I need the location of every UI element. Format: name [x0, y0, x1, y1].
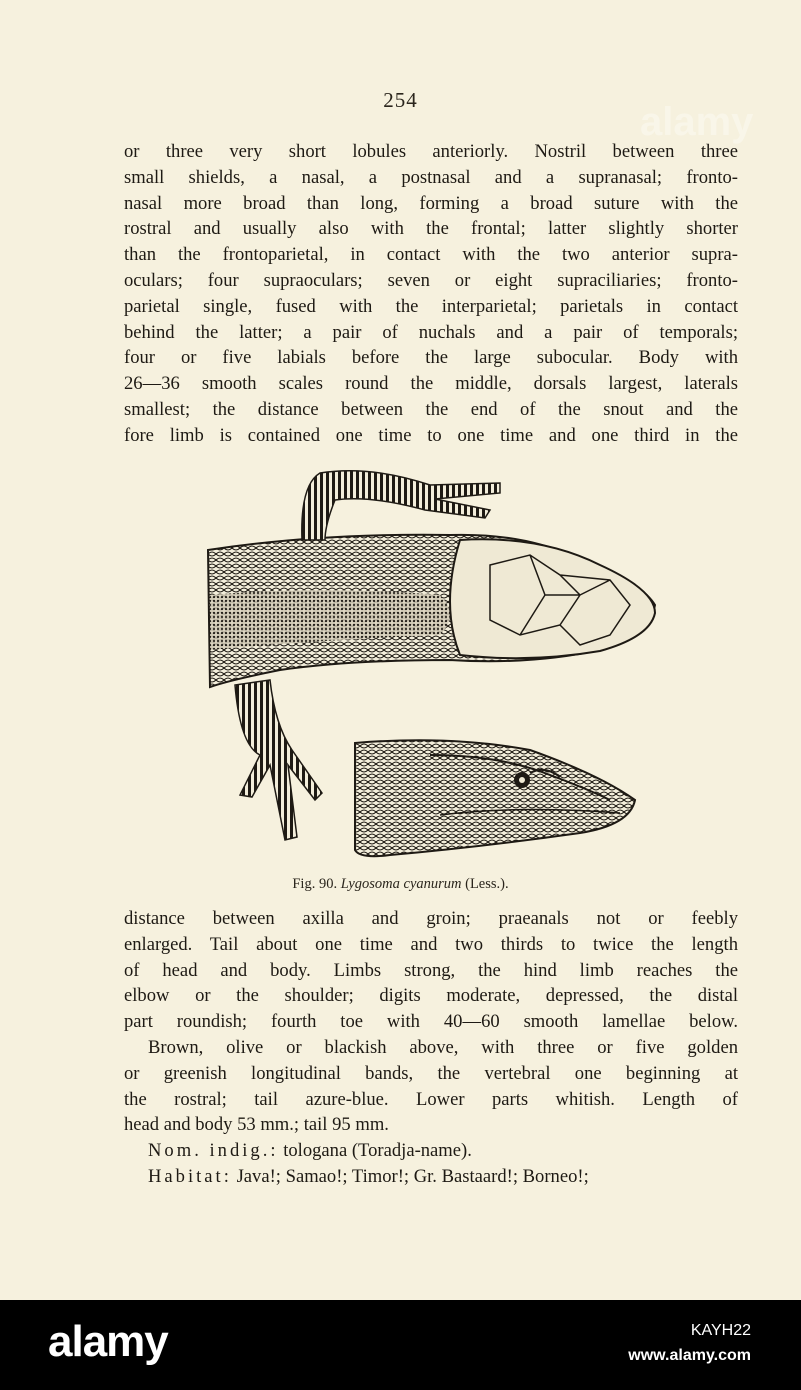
- text-line: parietal single, fused with the interparietal; parietals in contact: [124, 295, 738, 317]
- text-line: oculars; four supraoculars; seven or eight supraciliaries; fronto-: [124, 269, 738, 291]
- text-line: rostral and usually also with the frontal; latter slightly shorter: [124, 218, 738, 240]
- text-line: nasal more broad than long, forming a broad suture with the: [124, 192, 738, 214]
- text-line: four or five labials before the large subocular. Body with: [124, 347, 738, 369]
- footer-url[interactable]: www.alamy.com: [628, 1347, 751, 1364]
- text-line: small shields, a nasal, a postnasal and a supranasal; fronto-: [124, 166, 738, 188]
- text-line: head and body 53 mm.; tail 95 mm.: [124, 1114, 389, 1136]
- habitat-line: [124, 1164, 738, 1190]
- text-top: [124, 139, 738, 449]
- text-line: of head and body. Limbs strong, the hind limb reaches the: [124, 959, 738, 981]
- text-line: distance between axilla and groin; praeanals not or feebly: [124, 908, 738, 929]
- text-line: the rostral; tail azure-blue. Lower parts whitish. Length of: [124, 1088, 738, 1110]
- nom-indig-line: [124, 1138, 738, 1164]
- text-line: elbow or the shoulder; digits moderate, depressed, the distal: [124, 985, 738, 1007]
- text-line: or greenish longitudinal bands, the vertebral one beginning at: [124, 1062, 738, 1084]
- lizard-head-lateral: [355, 740, 635, 856]
- habitat-value: Java!; Samao!; Timor!; Gr. Bastaard!; Borneo!;: [236, 1165, 589, 1187]
- text-bottom: [124, 906, 738, 1190]
- text-line: part roundish; fourth toe with 40—60 smooth lamellae below.: [124, 1011, 738, 1033]
- alamy-logo: alamy: [48, 1317, 168, 1366]
- caption-species: Lygosoma cyanurum: [340, 876, 462, 892]
- text-line: enlarged. Tail about one time and two thirds to twice the length: [124, 933, 738, 955]
- caption-suffix: (Less.).: [465, 876, 509, 892]
- lizard-fore-limb: [302, 471, 500, 540]
- habitat-label: Habitat:: [148, 1165, 232, 1187]
- caption-prefix: Fig. 90.: [292, 876, 338, 892]
- nom-indig-value: tologana (Toradja-name).: [283, 1140, 472, 1162]
- watermark: alamy: [640, 100, 754, 144]
- text-line: smallest; the distance between the end of the snout and the: [124, 398, 738, 420]
- text-line: than the frontoparietal, in contact with the two anterior supra-: [124, 244, 738, 266]
- lizard-hind-limb: [235, 680, 322, 840]
- text-line: behind the latter; a pair of nuchals and a pair of temporals;: [124, 321, 738, 343]
- figure-caption: [0, 876, 801, 893]
- text-line: 26—36 smooth scales round the middle, dorsals largest, laterals: [124, 373, 738, 395]
- text-line: fore limb is contained one time to one time and one third in the: [124, 424, 738, 446]
- lizard-illustration: [200, 455, 670, 865]
- image-id: KAYH22: [690, 1322, 751, 1339]
- nom-indig-label: Nom. indig.:: [148, 1140, 279, 1162]
- page-number: 254: [383, 88, 418, 112]
- text-line: or three very short lobules anteriorly. Nostril between three: [124, 141, 738, 162]
- text-line: Brown, olive or blackish above, with three or five golden: [148, 1036, 738, 1058]
